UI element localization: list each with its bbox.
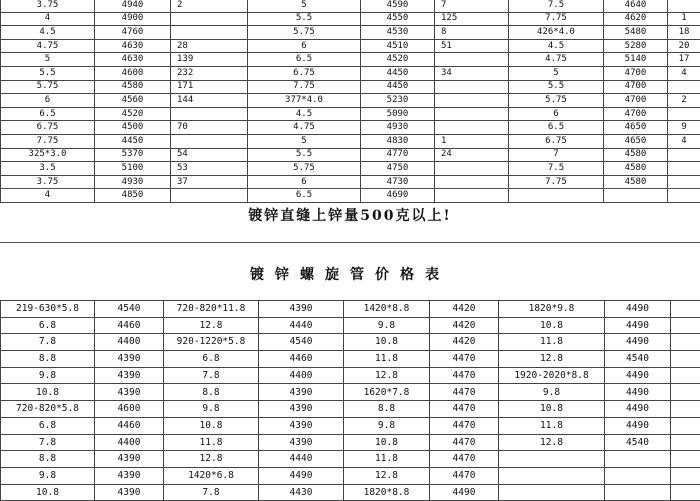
- table-cell: 7.5: [509, 0, 604, 12]
- table-cell: [171, 189, 248, 203]
- table-cell: 5090: [361, 107, 435, 121]
- price-table-title: 镀锌螺旋管价格表: [0, 264, 700, 284]
- table-cell: 5370: [95, 148, 171, 162]
- table-cell: 7.8: [164, 484, 259, 501]
- table-cell: 8.8: [344, 401, 430, 418]
- table-cell: 4540: [259, 334, 344, 351]
- table-cell: 920-1220*5.8: [164, 334, 259, 351]
- table-cell: 4.5: [509, 39, 604, 53]
- table-cell: 5.5: [1, 66, 95, 80]
- table-cell: 5230: [361, 94, 435, 108]
- table-cell: 4730: [361, 175, 435, 189]
- table-cell: 6: [248, 175, 361, 189]
- table-cell: [671, 384, 700, 401]
- table-cell: 4: [668, 66, 700, 80]
- table-cell: 4.5: [248, 107, 361, 121]
- table-cell: 1820*9.8: [499, 301, 605, 318]
- table-cell: 37: [171, 175, 248, 189]
- table-cell: 4390: [259, 434, 344, 451]
- table-row: [1, 134, 700, 148]
- table-cell: 5.5: [248, 12, 361, 26]
- table-cell: 5: [1, 53, 95, 67]
- table-cell: 4930: [361, 121, 435, 135]
- table-row: [1, 317, 700, 334]
- table-cell: 139: [171, 53, 248, 67]
- table-cell: 4400: [259, 367, 344, 384]
- table-cell: 9.8: [1, 367, 95, 384]
- table-cell: 1420*8.8: [344, 301, 430, 318]
- table-cell: 10.8: [499, 317, 605, 334]
- table-cell: 4690: [361, 189, 435, 203]
- table-cell: 5.75: [248, 162, 361, 176]
- table-cell: 232: [171, 66, 248, 80]
- table-cell: 4390: [95, 451, 164, 468]
- table-row: [1, 107, 700, 121]
- table-cell: 11.8: [344, 351, 430, 368]
- table-cell: [668, 175, 700, 189]
- table-cell: 4580: [604, 148, 668, 162]
- table-row: [1, 189, 700, 203]
- table-cell: 7.5: [509, 162, 604, 176]
- table-cell: 4580: [95, 80, 171, 94]
- table-cell: 5.75: [248, 26, 361, 40]
- table-cell: 4470: [430, 367, 499, 384]
- table-cell: [668, 148, 700, 162]
- table-cell: 34: [435, 66, 509, 80]
- table-cell: 4630: [95, 39, 171, 53]
- table-cell: 4600: [95, 66, 171, 80]
- table-cell: 8.8: [1, 451, 95, 468]
- table-cell: [668, 0, 700, 12]
- table-cell: 8.8: [1, 351, 95, 368]
- table-row: [1, 94, 700, 108]
- table-row: [1, 162, 700, 176]
- table-cell: [509, 189, 604, 203]
- table-cell: 12.8: [499, 351, 605, 368]
- table-row: [1, 384, 700, 401]
- table-cell: 6: [1, 94, 95, 108]
- table-cell: 6.5: [1, 107, 95, 121]
- table-cell: 7.8: [1, 434, 95, 451]
- table-cell: 6.75: [248, 66, 361, 80]
- table-cell: 12.8: [164, 317, 259, 334]
- table-cell: 4490: [430, 484, 499, 501]
- table-cell: 12.8: [344, 367, 430, 384]
- table-cell: [499, 451, 605, 468]
- table-cell: 4450: [95, 134, 171, 148]
- table-row: [1, 148, 700, 162]
- table-cell: 4470: [430, 401, 499, 418]
- table-cell: 6.75: [1, 121, 95, 135]
- table-cell: 4620: [604, 12, 668, 26]
- table-cell: [435, 107, 509, 121]
- table-cell: 1920-2020*8.8: [499, 367, 605, 384]
- table-cell: 4770: [361, 148, 435, 162]
- table-cell: 5480: [604, 26, 668, 40]
- table-cell: [668, 189, 700, 203]
- table-cell: 7: [509, 148, 604, 162]
- table-cell: 10.8: [499, 401, 605, 418]
- table-cell: 4830: [361, 134, 435, 148]
- table-row: [1, 175, 700, 189]
- table-cell: 6.8: [1, 417, 95, 434]
- table-cell: 4640: [604, 0, 668, 12]
- table-cell: 4760: [95, 26, 171, 40]
- table-cell: 6: [509, 107, 604, 121]
- table-cell: 11.8: [344, 451, 430, 468]
- table-row: [1, 401, 700, 418]
- table-cell: [499, 467, 605, 484]
- table-cell: 5.75: [1, 80, 95, 94]
- table-cell: 325*3.0: [1, 148, 95, 162]
- table-cell: 4580: [604, 162, 668, 176]
- table-cell: 9.8: [499, 384, 605, 401]
- table-cell: 4530: [361, 26, 435, 40]
- table-cell: 51: [435, 39, 509, 53]
- table-cell: [604, 189, 668, 203]
- table-cell: 6.5: [248, 53, 361, 67]
- table-row: [1, 351, 700, 368]
- table-cell: 10.8: [1, 384, 95, 401]
- table-cell: [499, 484, 605, 501]
- table-cell: 4460: [95, 317, 164, 334]
- table-cell: [671, 317, 700, 334]
- table-row: [1, 0, 700, 12]
- table-cell: 4700: [604, 107, 668, 121]
- table-cell: 11.8: [499, 334, 605, 351]
- table-cell: 4390: [259, 384, 344, 401]
- table-cell: 4470: [430, 417, 499, 434]
- table-cell: 4: [668, 134, 700, 148]
- table-cell: 4390: [259, 401, 344, 418]
- table-cell: [671, 367, 700, 384]
- table-cell: 4850: [95, 189, 171, 203]
- table-cell: 9: [668, 121, 700, 135]
- table-cell: 11.8: [499, 417, 605, 434]
- table-cell: 12.8: [344, 467, 430, 484]
- table-cell: [671, 351, 700, 368]
- top-table-body: [1, 0, 700, 202]
- table-cell: [671, 301, 700, 318]
- table-cell: 5280: [604, 39, 668, 53]
- table-cell: 1: [668, 12, 700, 26]
- table-cell: [171, 12, 248, 26]
- table-cell: 5.5: [509, 80, 604, 94]
- table-cell: 4550: [361, 12, 435, 26]
- table-cell: 54: [171, 148, 248, 162]
- table-cell: 4520: [361, 53, 435, 67]
- table-cell: 4420: [430, 317, 499, 334]
- table-cell: 4430: [259, 484, 344, 501]
- table-cell: 4490: [605, 384, 671, 401]
- table-cell: 4470: [430, 467, 499, 484]
- table-cell: 4390: [95, 467, 164, 484]
- table-cell: 8: [435, 26, 509, 40]
- table-cell: 10.8: [164, 417, 259, 434]
- table-cell: 4700: [604, 80, 668, 94]
- table-cell: 426*4.0: [509, 26, 604, 40]
- table-cell: 171: [171, 80, 248, 94]
- table-cell: 6.5: [509, 121, 604, 135]
- table-cell: 720-820*5.8: [1, 401, 95, 418]
- table-cell: 4390: [259, 417, 344, 434]
- table-cell: [171, 134, 248, 148]
- table-cell: 4490: [259, 467, 344, 484]
- table-cell: 4.5: [1, 26, 95, 40]
- table-cell: [435, 94, 509, 108]
- table-cell: [435, 162, 509, 176]
- table-cell: 3.5: [1, 162, 95, 176]
- table-cell: 8.8: [164, 384, 259, 401]
- table-row: [1, 80, 700, 94]
- zinc-coating-notice: 镀锌直缝上锌量500克以上!: [0, 205, 700, 225]
- table-cell: 4.75: [1, 39, 95, 53]
- table-cell: 4580: [604, 175, 668, 189]
- table-cell: 6.75: [509, 134, 604, 148]
- table-cell: 4560: [95, 94, 171, 108]
- table-cell: 12.8: [499, 434, 605, 451]
- table-cell: [671, 401, 700, 418]
- table-cell: 4390: [95, 367, 164, 384]
- table-cell: 4: [1, 12, 95, 26]
- table-cell: 144: [171, 94, 248, 108]
- table-cell: [435, 189, 509, 203]
- table-cell: 7.8: [1, 334, 95, 351]
- table-cell: 9.8: [344, 417, 430, 434]
- table-cell: 4400: [95, 334, 164, 351]
- table-cell: 1620*7.8: [344, 384, 430, 401]
- table-row: [1, 334, 700, 351]
- table-cell: 11.8: [164, 434, 259, 451]
- section-divider: [0, 242, 700, 243]
- table-cell: 4420: [430, 301, 499, 318]
- table-row: [1, 53, 700, 67]
- table-cell: [671, 467, 700, 484]
- table-cell: 4.75: [248, 121, 361, 135]
- table-cell: 4440: [259, 451, 344, 468]
- table-cell: 3.75: [1, 0, 95, 12]
- section-divider: [0, 188, 700, 189]
- table-cell: 18: [668, 26, 700, 40]
- table-cell: [668, 162, 700, 176]
- table-cell: 4540: [95, 301, 164, 318]
- table-cell: 4.75: [509, 53, 604, 67]
- table-cell: 4520: [95, 107, 171, 121]
- table-cell: 20: [668, 39, 700, 53]
- table-cell: 6.8: [164, 351, 259, 368]
- table-cell: 10.8: [344, 334, 430, 351]
- table-cell: 720-820*11.8: [164, 301, 259, 318]
- table-row: [1, 39, 700, 53]
- table-cell: 9.8: [1, 467, 95, 484]
- table-cell: 6.5: [248, 189, 361, 203]
- table-cell: 6: [248, 39, 361, 53]
- table-cell: 4460: [95, 417, 164, 434]
- table-cell: 4700: [604, 66, 668, 80]
- table-cell: 10.8: [344, 434, 430, 451]
- table-cell: [671, 434, 700, 451]
- table-cell: 4490: [605, 367, 671, 384]
- table-cell: 4940: [95, 0, 171, 12]
- table-cell: [671, 334, 700, 351]
- table-cell: 1: [435, 134, 509, 148]
- table-cell: [435, 53, 509, 67]
- table-cell: 7.8: [164, 367, 259, 384]
- table-cell: 125: [435, 12, 509, 26]
- table-cell: 5140: [604, 53, 668, 67]
- table-cell: 9.8: [164, 401, 259, 418]
- bottom-table-body: [1, 301, 700, 501]
- table-cell: 24: [435, 148, 509, 162]
- table-row: [1, 121, 700, 135]
- table-cell: [668, 80, 700, 94]
- table-cell: [668, 107, 700, 121]
- table-cell: 4600: [95, 401, 164, 418]
- table-cell: 1820*8.8: [344, 484, 430, 501]
- table-cell: 12.8: [164, 451, 259, 468]
- table-cell: [435, 175, 509, 189]
- table-cell: 4390: [95, 351, 164, 368]
- table-cell: 4650: [604, 134, 668, 148]
- table-cell: 4390: [259, 301, 344, 318]
- table-cell: 7.75: [248, 80, 361, 94]
- top-price-table: [0, 0, 700, 203]
- table-cell: 4490: [605, 417, 671, 434]
- table-cell: 17: [668, 53, 700, 67]
- table-cell: 9.8: [344, 317, 430, 334]
- table-cell: 5.5: [248, 148, 361, 162]
- table-cell: 4470: [430, 384, 499, 401]
- table-cell: [605, 484, 671, 501]
- table-cell: 70: [171, 121, 248, 135]
- table-cell: 4540: [605, 434, 671, 451]
- table-cell: 5: [248, 0, 361, 12]
- table-cell: 1420*6.8: [164, 467, 259, 484]
- table-cell: 53: [171, 162, 248, 176]
- table-cell: 4470: [430, 434, 499, 451]
- table-cell: 4470: [430, 351, 499, 368]
- table-cell: 4630: [95, 53, 171, 67]
- spiral-pipe-price-table: [0, 300, 700, 501]
- table-cell: 4460: [259, 351, 344, 368]
- table-row: [1, 26, 700, 40]
- table-row: [1, 301, 700, 318]
- table-cell: 4650: [604, 121, 668, 135]
- table-cell: 4420: [430, 334, 499, 351]
- table-cell: 4490: [605, 317, 671, 334]
- table-cell: [671, 484, 700, 501]
- table-cell: 4390: [95, 384, 164, 401]
- table-cell: 4700: [604, 94, 668, 108]
- table-cell: [605, 467, 671, 484]
- table-cell: 4500: [95, 121, 171, 135]
- table-cell: 5: [509, 66, 604, 80]
- table-cell: [671, 451, 700, 468]
- table-cell: [435, 121, 509, 135]
- table-cell: 5: [248, 134, 361, 148]
- table-cell: 4590: [361, 0, 435, 12]
- table-cell: 4490: [605, 401, 671, 418]
- table-cell: 2: [171, 0, 248, 12]
- table-cell: 7.75: [509, 175, 604, 189]
- table-cell: 4490: [605, 301, 671, 318]
- table-cell: 7.75: [1, 134, 95, 148]
- table-row: [1, 434, 700, 451]
- table-cell: 4450: [361, 80, 435, 94]
- table-cell: 4470: [430, 451, 499, 468]
- table-cell: [171, 107, 248, 121]
- table-row: [1, 484, 700, 501]
- table-cell: 4750: [361, 162, 435, 176]
- table-cell: 7: [435, 0, 509, 12]
- table-row: [1, 451, 700, 468]
- table-cell: 4: [1, 189, 95, 203]
- table-cell: 10.8: [1, 484, 95, 501]
- table-cell: 4490: [605, 334, 671, 351]
- table-cell: 7.75: [509, 12, 604, 26]
- table-cell: [171, 26, 248, 40]
- table-cell: 2: [668, 94, 700, 108]
- table-row: [1, 367, 700, 384]
- table-row: [1, 467, 700, 484]
- table-cell: 3.75: [1, 175, 95, 189]
- table-cell: 4450: [361, 66, 435, 80]
- table-cell: [671, 417, 700, 434]
- table-cell: 5100: [95, 162, 171, 176]
- table-cell: 28: [171, 39, 248, 53]
- table-cell: 4510: [361, 39, 435, 53]
- table-cell: 4540: [605, 351, 671, 368]
- table-cell: [605, 451, 671, 468]
- table-cell: 4900: [95, 12, 171, 26]
- table-row: [1, 417, 700, 434]
- table-cell: 4390: [95, 484, 164, 501]
- table-row: [1, 12, 700, 26]
- table-cell: 4930: [95, 175, 171, 189]
- table-cell: 377*4.0: [248, 94, 361, 108]
- table-cell: 6.8: [1, 317, 95, 334]
- table-cell: [435, 80, 509, 94]
- table-cell: 5.75: [509, 94, 604, 108]
- table-row: [1, 66, 700, 80]
- table-cell: 4440: [259, 317, 344, 334]
- table-cell: 4400: [95, 434, 164, 451]
- table-cell: 219-630*5.8: [1, 301, 95, 318]
